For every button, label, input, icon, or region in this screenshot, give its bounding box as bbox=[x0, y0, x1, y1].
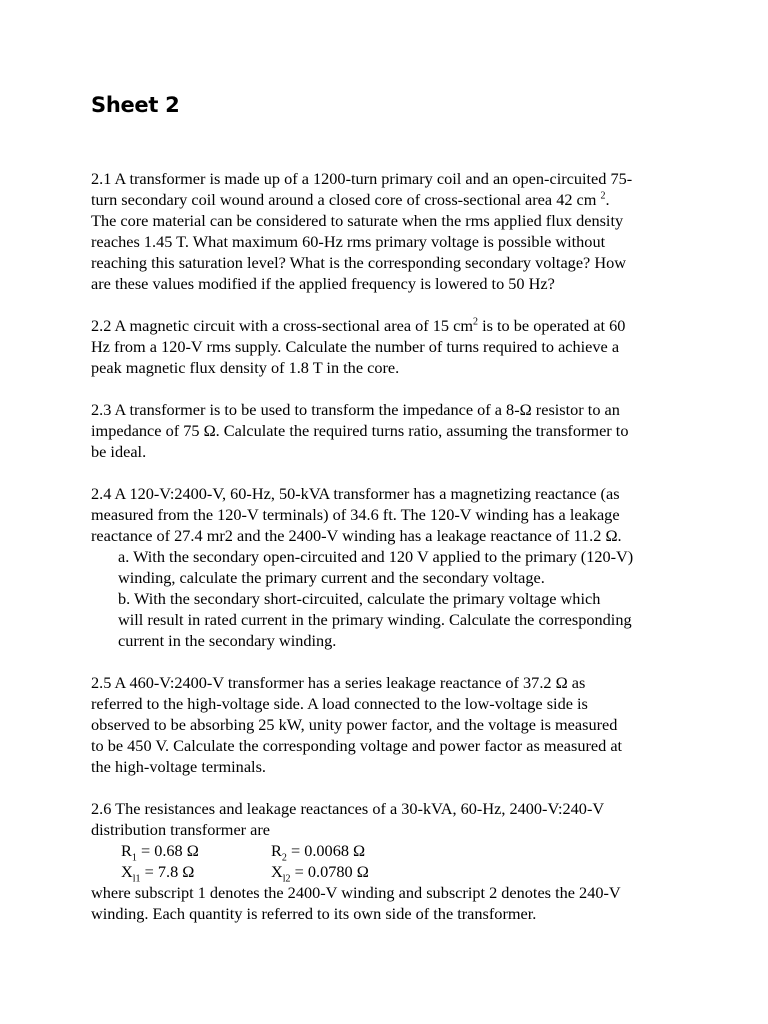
text-line: are these values modified if the applied frequency is lowered to 50 Hz? bbox=[91, 274, 555, 293]
param-r1 bbox=[121, 840, 271, 864]
text-line bbox=[91, 315, 691, 336]
text-line: reaching this saturation level? What is the corresponding secondary voltage? How bbox=[91, 253, 626, 272]
parameter-row bbox=[91, 861, 691, 885]
problem-2-1 bbox=[91, 168, 691, 294]
document-body bbox=[91, 168, 691, 924]
param-label: X bbox=[271, 862, 283, 881]
text-line: distribution transformer are bbox=[91, 820, 271, 839]
param-sub: l1 bbox=[132, 873, 141, 885]
text-line: The core material can be considered to saturate when the rms applied flux density bbox=[91, 211, 624, 230]
param-value: = 0.0068 Ω bbox=[286, 841, 366, 860]
param-label: R bbox=[121, 841, 132, 860]
text-line: Hz from a 120-V rms supply. Calculate the number of turns required to achieve a bbox=[91, 337, 620, 356]
param-sub: 2 bbox=[281, 852, 287, 864]
parameter-row bbox=[91, 840, 691, 864]
text-line: the high-voltage terminals. bbox=[91, 757, 266, 776]
text-line: winding, calculate the primary current and the secondary voltage. bbox=[118, 568, 545, 587]
text-line: 2.6 The resistances and leakage reactances of a 30-kVA, 60-Hz, 2400-V:240-V bbox=[91, 799, 605, 818]
text-line: will result in rated current in the primary winding. Calculate the corresponding bbox=[118, 610, 632, 629]
superscript: 2 bbox=[473, 316, 479, 328]
text-line: a. With the secondary open-circuited and 120 V applied to the primary (120-V) bbox=[118, 547, 634, 566]
param-sub: 1 bbox=[131, 852, 137, 864]
text-line: be ideal. bbox=[91, 442, 147, 461]
text-line: peak magnetic flux density of 1.8 T in the core. bbox=[91, 358, 400, 377]
param-value: = 0.68 Ω bbox=[136, 841, 199, 860]
problem-2-2 bbox=[91, 315, 691, 378]
text-line: measured from the 120-V terminals) of 34.6 ft. The 120-V winding has a leakage bbox=[91, 505, 620, 524]
text-span: turn secondary coil wound around a closed core of cross-sectional area 42 cm bbox=[91, 190, 597, 209]
text-line: reactance of 27.4 mr2 and the 2400-V winding has a leakage reactance of 11.2 Ω. bbox=[91, 526, 622, 545]
text-line: impedance of 75 Ω. Calculate the required turns ratio, assuming the transformer to bbox=[91, 421, 629, 440]
sheet-title: Sheet 2 bbox=[91, 93, 180, 117]
text-span: 2.2 A magnetic circuit with a cross-sectional area of 15 cm bbox=[91, 316, 474, 335]
param-label: X bbox=[121, 862, 133, 881]
problem-2-6 bbox=[91, 798, 691, 924]
text-line: to be 450 V. Calculate the corresponding voltage and power factor as measured at bbox=[91, 736, 623, 755]
text-line: reaches 1.45 T. What maximum 60-Hz rms primary voltage is possible without bbox=[91, 232, 606, 251]
text-line: winding. Each quantity is referred to its own side of the transformer. bbox=[91, 904, 537, 923]
text-line: b. With the secondary short-circuited, calculate the primary voltage which bbox=[118, 589, 601, 608]
param-value: = 0.0780 Ω bbox=[290, 862, 369, 881]
param-label: R bbox=[271, 841, 282, 860]
text-line: 2.4 A 120-V:2400-V, 60-Hz, 50-kVA transformer has a magnetizing reactance (as bbox=[91, 484, 620, 503]
text-line bbox=[91, 189, 691, 210]
superscript: 2 bbox=[600, 190, 606, 202]
param-x2 bbox=[271, 861, 369, 885]
text-line: referred to the high-voltage side. A load connected to the low-voltage side is bbox=[91, 694, 588, 713]
text-span: is to be operated at 60 bbox=[478, 316, 626, 335]
param-sub: l2 bbox=[282, 873, 291, 885]
text-line: current in the secondary winding. bbox=[118, 631, 337, 650]
param-r2 bbox=[271, 840, 366, 864]
text-line: 2.3 A transformer is to be used to transform the impedance of a 8-Ω resistor to an bbox=[91, 400, 620, 419]
param-value: = 7.8 Ω bbox=[140, 862, 195, 881]
text-line: observed to be absorbing 25 kW, unity power factor, and the voltage is measured bbox=[91, 715, 618, 734]
problem-2-4 bbox=[91, 483, 691, 651]
text-line: where subscript 1 denotes the 2400-V winding and subscript 2 denotes the 240-V bbox=[91, 883, 621, 902]
text-line: 2.5 A 460-V:2400-V transformer has a series leakage reactance of 37.2 Ω as bbox=[91, 673, 586, 692]
param-x1 bbox=[121, 861, 271, 885]
text-span: . bbox=[605, 190, 610, 209]
problem-2-3 bbox=[91, 399, 691, 462]
text-line: 2.1 A transformer is made up of a 1200-turn primary coil and an open-circuited 75- bbox=[91, 169, 633, 188]
problem-2-5 bbox=[91, 672, 691, 777]
